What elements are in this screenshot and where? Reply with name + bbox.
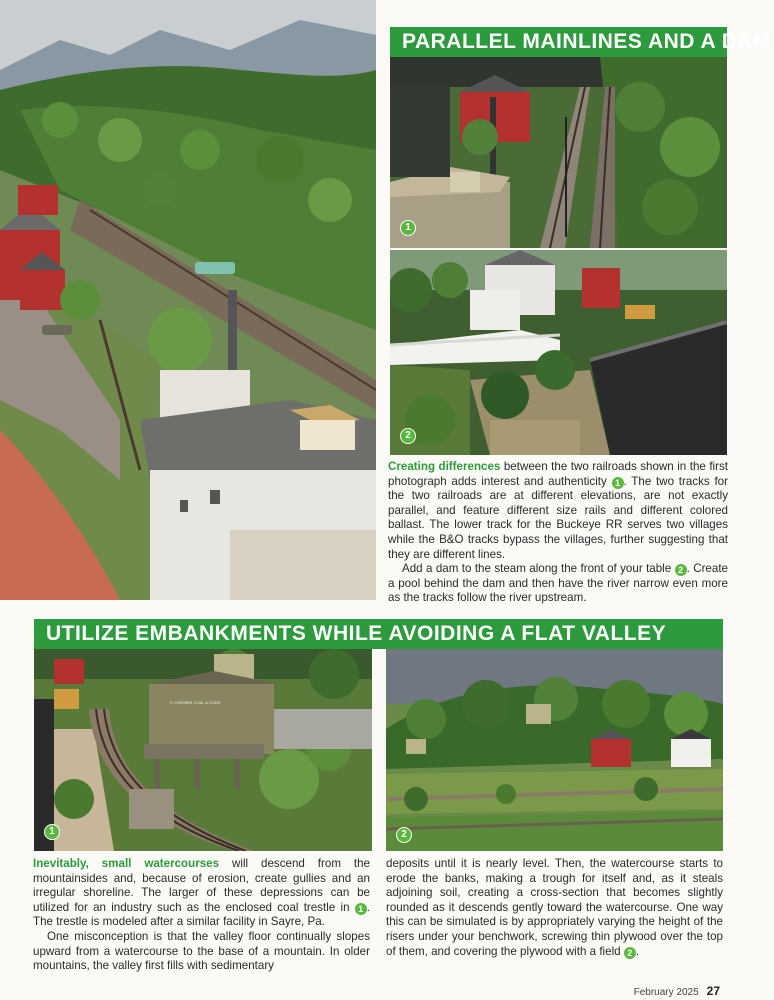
caption-lead-text: Creating differences (388, 460, 501, 473)
issue-date: February 2025 (633, 987, 699, 998)
body-paragraph (33, 857, 370, 930)
caption-text: between the two railroads shown in the first photograph adds interest and authenticity (388, 460, 728, 488)
caption-paragraph (388, 562, 728, 606)
photo-number-badge: 1 (400, 220, 416, 236)
caption-paragraph (388, 460, 728, 562)
coal-trestle-photo (34, 649, 372, 851)
body-text: . (635, 944, 640, 958)
body-text-left-column (33, 857, 370, 974)
photo-reference-badge: 2 (624, 947, 636, 959)
caption-text: . The two tracks for the two railroads are at different elevations, are not exactly parallel, and feature different size rails and different colored ballast. The lower track for the Buckeye RR serves two villages while the B&O tracks bypass the villages, further suggesting that they are different lines. (388, 474, 728, 561)
photo-number-badge: 2 (400, 428, 416, 444)
page-number: 27 (706, 984, 720, 998)
page-footer (634, 984, 720, 998)
valley-field-photo (386, 649, 723, 851)
photo-reference-badge: 2 (675, 564, 687, 576)
body-paragraph: One misconception is that the valley floor continually slopes upward from a watercourse to the base of a mountain. In older mountains, the valley first fills with sedimentary (33, 929, 370, 973)
dam-photo (390, 250, 727, 455)
caption-parallel-mainlines (388, 460, 728, 606)
parallel-mainlines-photo (390, 57, 727, 248)
photo-number-badge: 2 (396, 827, 412, 843)
body-text: . The trestle is modeled after a similar facility in Sayre, Pa. (33, 900, 370, 929)
body-paragraph (386, 857, 723, 959)
caption-text: . Create a pool behind the dam and then have the river narrow even more as the tracks follow the river upstream. (388, 562, 728, 605)
photo-number-badge: 1 (44, 824, 60, 840)
body-text: deposits until it is nearly level. Then, the watercourse starts to erode the banks, making a trough for itself and, as it steals adjoining soil, creating a cross-section that becomes slightly rounded as it descends gently toward the watercourse. One way this can be simulated is by appropriately varying the height of the risers under your benchwork, screwing thin plywood over the top of them, and covering the plywood with a field (386, 857, 723, 958)
section-heading-embankments: UTILIZE EMBANKMENTS WHILE AVOIDING A FLAT VALLEY (34, 619, 723, 649)
photo-reference-badge: 1 (612, 477, 624, 489)
body-text: will descend from the mountainsides and, because of erosion, create gullies and an irregular shoreline. The larger of these depressions can be utilized for an industry such as the enclosed coal trestle in (33, 857, 371, 914)
coal-company-sign: H. HORNER COAL & COKE (170, 700, 221, 705)
body-text-right-column (386, 857, 723, 959)
caption-text: Add a dam to the steam along the front of your table (402, 562, 675, 576)
section-heading-parallel-mainlines: PARALLEL MAINLINES AND A DAM (390, 27, 727, 57)
photo-reference-badge: 1 (355, 903, 367, 915)
body-lead-text: Inevitably, small watercourses (33, 857, 220, 870)
layout-overview-photo (0, 0, 376, 600)
